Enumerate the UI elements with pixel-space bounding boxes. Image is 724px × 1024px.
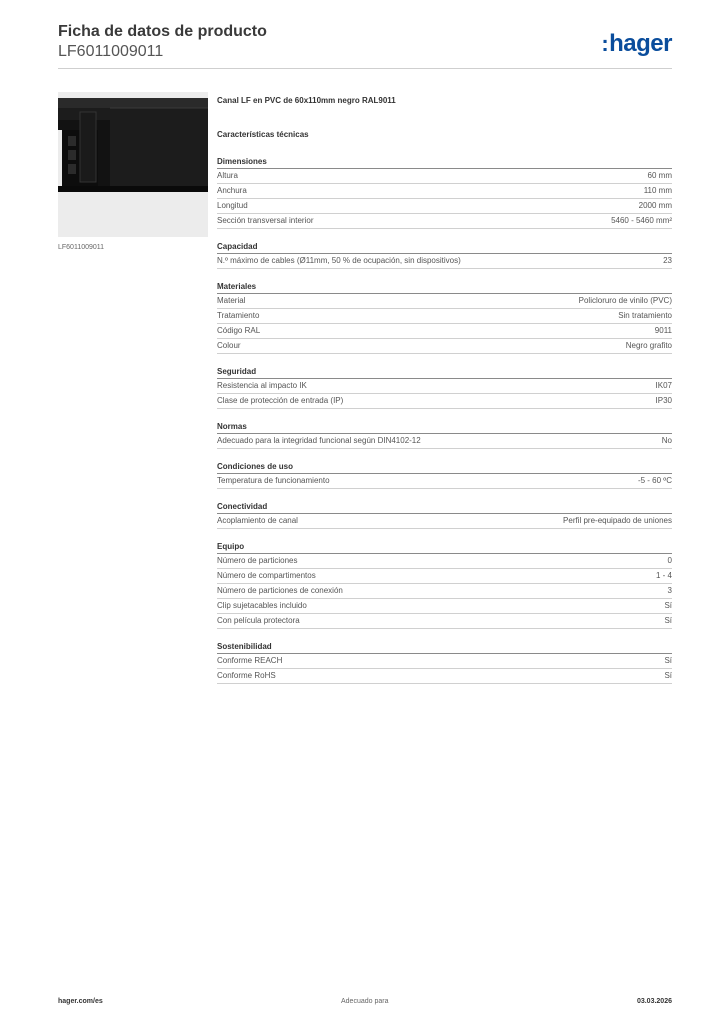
- spec-label: Colour: [217, 341, 241, 350]
- spec-row: [217, 434, 672, 449]
- spec-row: [217, 554, 672, 569]
- spec-label: N.º máximo de cables (Ø11mm, 50 % de ocupación, sin dispositivos): [217, 256, 461, 265]
- section-title: Equipo: [217, 541, 672, 554]
- spec-row: [217, 394, 672, 409]
- hager-logo: :hager: [601, 30, 672, 57]
- spec-row: [217, 339, 672, 354]
- spec-row: [217, 324, 672, 339]
- spec-value: Perfil pre-equipado de uniones: [563, 516, 672, 525]
- spec-row: [217, 669, 672, 684]
- technical-characteristics-title: Características técnicas: [217, 130, 309, 139]
- section-seguridad: [217, 366, 672, 409]
- document-title: Ficha de datos de producto: [58, 23, 267, 40]
- spec-row: [217, 214, 672, 229]
- section-dimensiones: [217, 156, 672, 229]
- spec-label: Número de particiones de conexión: [217, 586, 343, 595]
- spec-label: Tratamiento: [217, 311, 260, 320]
- spec-label: Longitud: [217, 201, 248, 210]
- spec-value: 1 - 4: [655, 571, 672, 580]
- spec-row: [217, 309, 672, 324]
- spec-label: Número de compartimentos: [217, 571, 316, 580]
- section-title: Conectividad: [217, 501, 672, 514]
- spec-row: [217, 654, 672, 669]
- spec-value: Sí: [664, 671, 672, 680]
- section-materiales: [217, 281, 672, 354]
- spec-row: [217, 379, 672, 394]
- spec-value: 60 mm: [647, 171, 672, 180]
- spec-row: [217, 584, 672, 599]
- spec-label: Clip sujetacables incluido: [217, 601, 307, 610]
- spec-value: No: [661, 436, 672, 445]
- spec-label: Con película protectora: [217, 616, 300, 625]
- spec-row: [217, 599, 672, 614]
- product-name: Canal LF en PVC de 60x110mm negro RAL9011: [217, 96, 396, 105]
- section-title: Normas: [217, 421, 672, 434]
- spec-label: Resistencia al impacto IK: [217, 381, 307, 390]
- spec-label: Adecuado para la integridad funcional según DIN4102-12: [217, 436, 421, 445]
- section-title: Sostenibilidad: [217, 641, 672, 654]
- spec-row: [217, 169, 672, 184]
- spec-row: [217, 294, 672, 309]
- spec-value: -5 - 60 ºC: [637, 476, 672, 485]
- spec-row: [217, 199, 672, 214]
- specifications: [217, 96, 672, 684]
- section-title: Seguridad: [217, 366, 672, 379]
- document-header: [58, 22, 672, 62]
- spec-label: Conforme RoHS: [217, 671, 276, 680]
- spec-value: Sí: [664, 616, 672, 625]
- section-capacidad: [217, 241, 672, 269]
- section-title: Dimensiones: [217, 156, 672, 169]
- section-conectividad: [217, 501, 672, 529]
- spec-value: 2000 mm: [638, 201, 672, 210]
- section-sostenibilidad: [217, 641, 672, 684]
- spec-label: Número de particiones: [217, 556, 298, 565]
- spec-value: 0: [667, 556, 672, 565]
- spec-value: IK07: [655, 381, 672, 390]
- spec-row: [217, 474, 672, 489]
- spec-value: Negro grafito: [625, 341, 672, 350]
- spec-value: Policloruro de vinilo (PVC): [578, 296, 672, 305]
- spec-row: [217, 254, 672, 269]
- spec-row: [217, 514, 672, 529]
- spec-value: Sin tratamiento: [618, 311, 672, 320]
- image-caption: LF6011009011: [58, 244, 105, 251]
- spec-label: Código RAL: [217, 326, 261, 335]
- product-code: LF6011009011: [58, 43, 164, 60]
- spec-value: Sí: [664, 601, 672, 610]
- footer-middle-text: Adecuado para: [341, 998, 389, 1005]
- spec-label: Sección transversal interior: [217, 216, 314, 225]
- spec-label: Temperatura de funcionamiento: [217, 476, 330, 485]
- spec-value: 110 mm: [643, 186, 672, 195]
- spec-value: 23: [663, 256, 672, 265]
- spec-row: [217, 569, 672, 584]
- section-title: Condiciones de uso: [217, 461, 672, 474]
- spec-row: [217, 614, 672, 629]
- spec-label: Anchura: [217, 186, 247, 195]
- header-divider: [58, 68, 672, 69]
- section-condiciones-de-uso: [217, 461, 672, 489]
- section-title: Capacidad: [217, 241, 672, 254]
- spec-value: IP30: [655, 396, 672, 405]
- section-title: Materiales: [217, 281, 672, 294]
- spec-value: 5460 - 5460 mm²: [611, 216, 672, 225]
- spec-label: Conforme REACH: [217, 656, 283, 665]
- spec-value: 3: [667, 586, 672, 595]
- spec-row: [217, 184, 672, 199]
- spec-label: Altura: [217, 171, 238, 180]
- spec-label: Acoplamiento de canal: [217, 516, 298, 525]
- cable-trunking-icon: [58, 92, 208, 237]
- footer-website-link[interactable]: hager.com/es: [58, 998, 103, 1005]
- section-normas: [217, 421, 672, 449]
- spec-value: Sí: [664, 656, 672, 665]
- spec-value: 9011: [654, 326, 672, 335]
- footer-date: 03.03.2026: [636, 998, 672, 1005]
- section-equipo: [217, 541, 672, 629]
- product-image: [58, 92, 208, 237]
- spec-label: Material: [217, 296, 246, 305]
- spec-label: Clase de protección de entrada (IP): [217, 396, 344, 405]
